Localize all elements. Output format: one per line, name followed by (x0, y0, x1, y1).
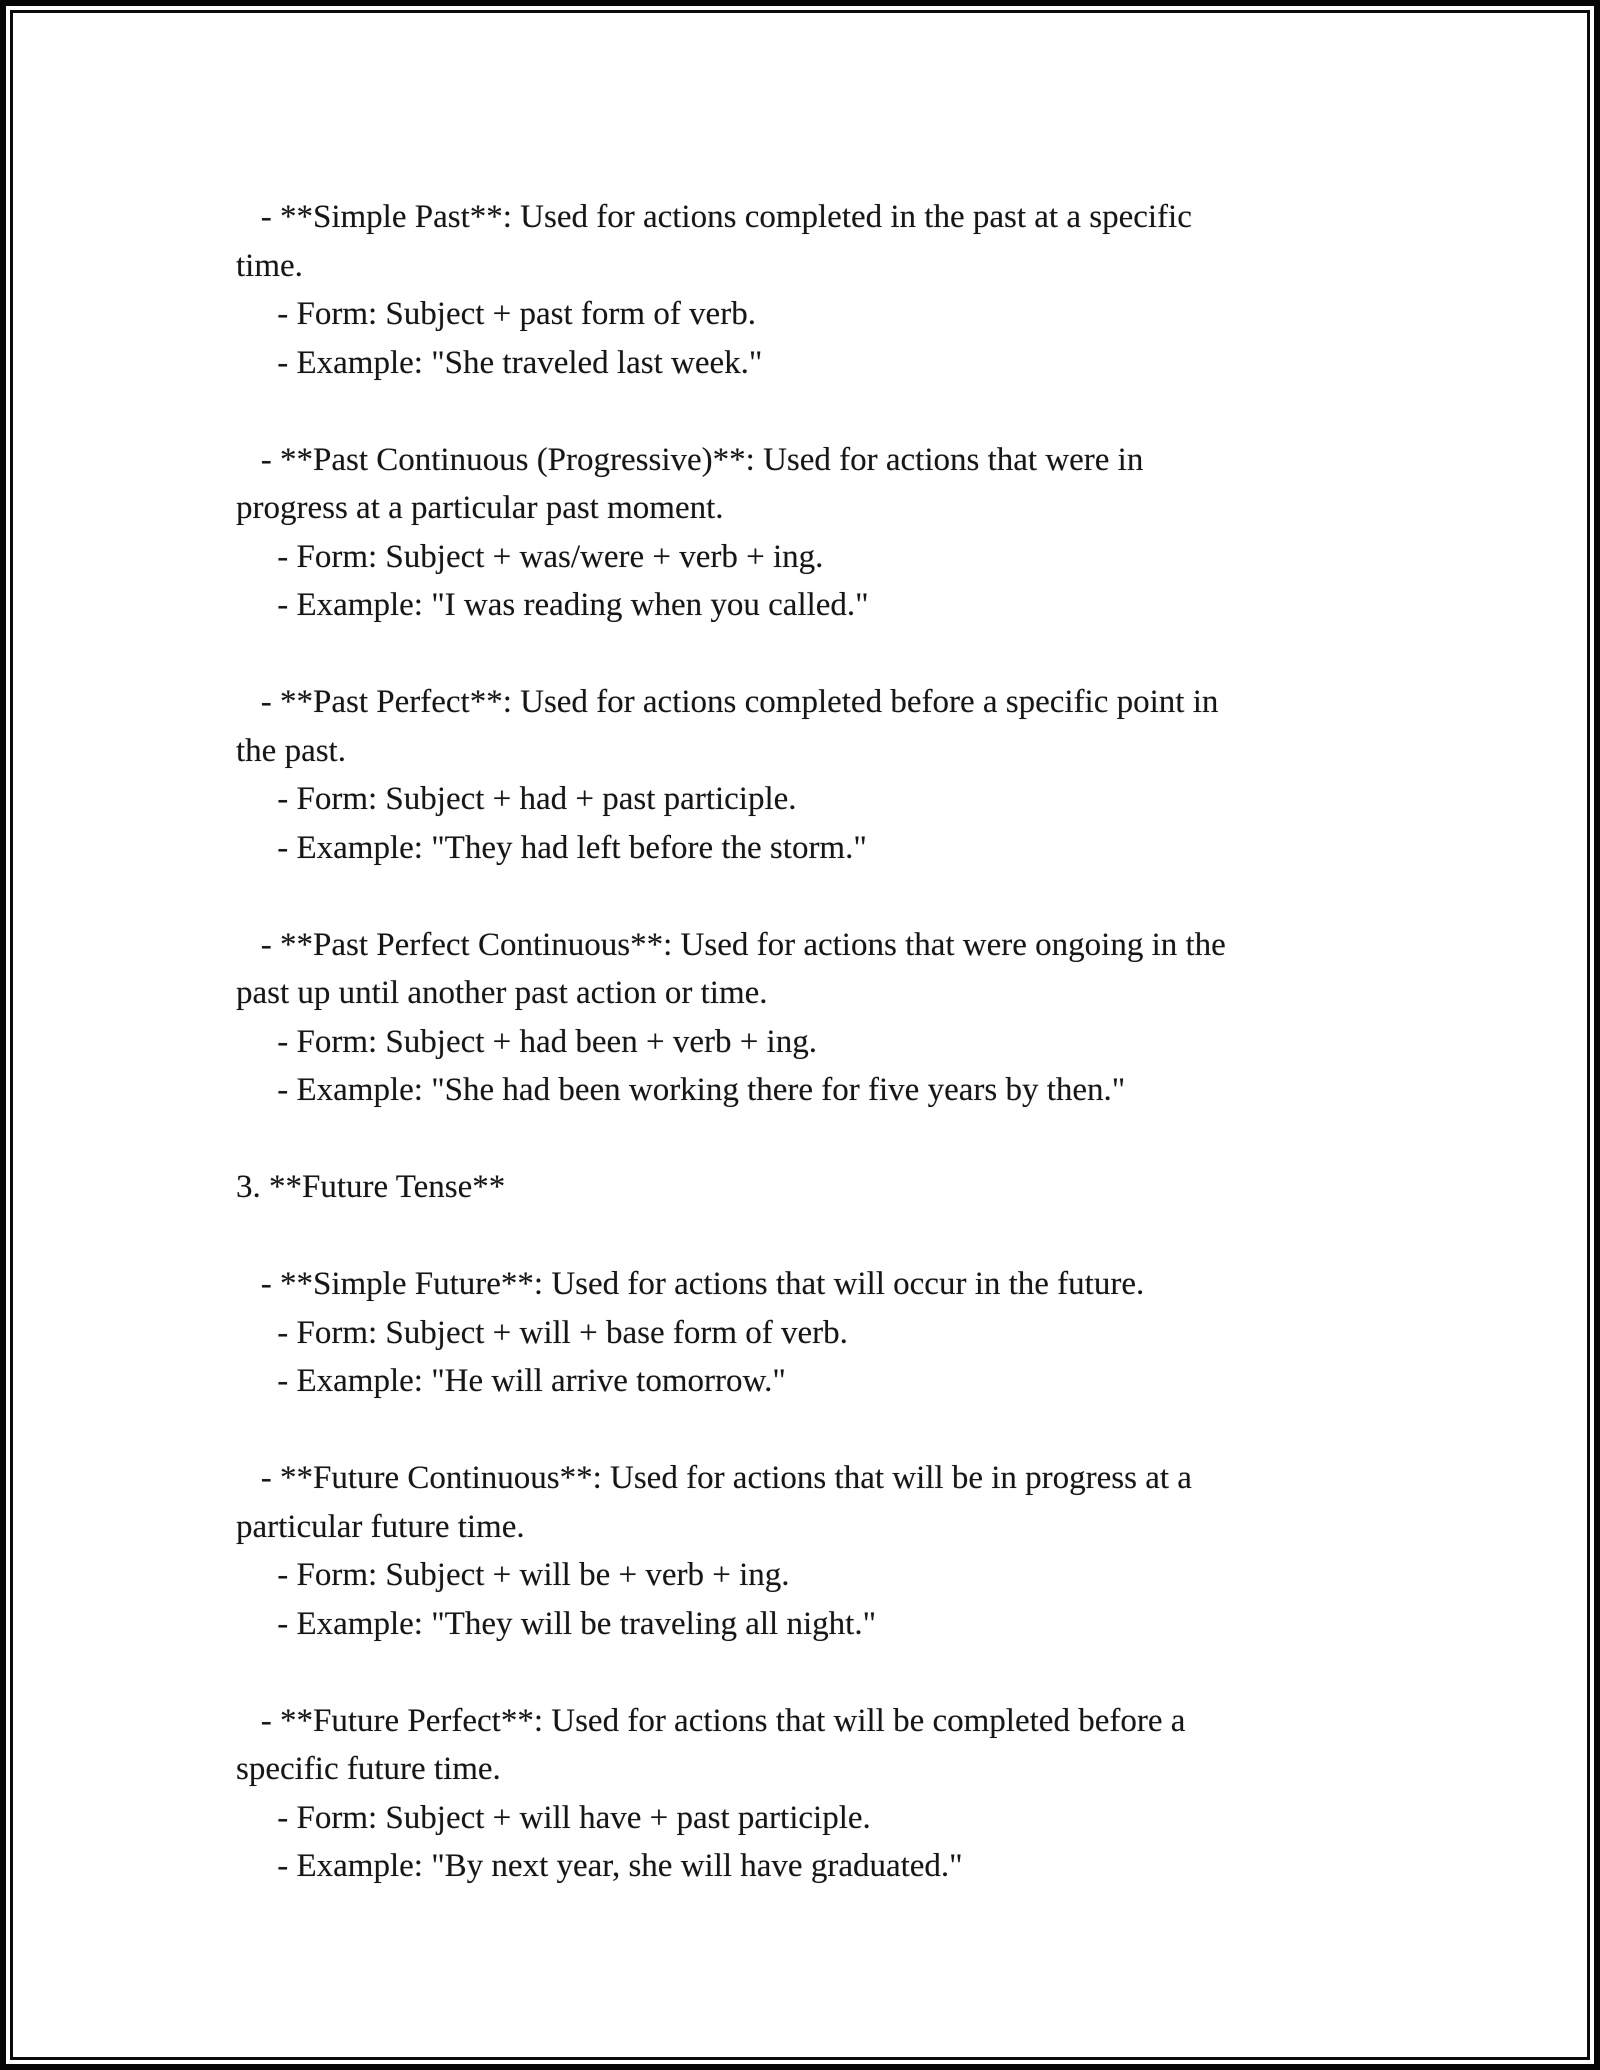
document-text (236, 193, 1566, 1891)
text-line (236, 387, 1566, 436)
text-line (236, 1406, 1566, 1455)
text-line: progress at a particular past moment. (236, 490, 724, 526)
text-line: particular future time. (236, 1508, 525, 1545)
text-line: 3. **Future Tense** (236, 1169, 506, 1205)
text-line: - Example: "By next year, she will have graduated." (236, 1848, 963, 1884)
text-line: - Example: "They will be traveling all night." (236, 1605, 877, 1642)
text-line: the past. (236, 732, 346, 769)
text-line: specific future time. (236, 1751, 501, 1787)
text-line: - **Future Continuous**: Used for actions that will be in progress at a (236, 1460, 1192, 1496)
text-line: - **Simple Past**: Used for actions completed in the past at a specific (236, 199, 1192, 235)
text-line: - **Past Perfect**: Used for actions completed before a specific point in (236, 684, 1219, 720)
text-line: - Form: Subject + had + past participle. (236, 781, 797, 817)
text-line: - Example: "He will arrive tomorrow." (236, 1363, 786, 1399)
text-line (236, 1212, 1566, 1261)
text-line: past up until another past action or time. (236, 975, 768, 1011)
text-line: - **Past Continuous (Progressive)**: Used for actions that were in (236, 441, 1144, 478)
text-line: - Example: "She had been working there for five years by then." (236, 1072, 1126, 1108)
text-line: - Example: "They had left before the storm." (236, 829, 867, 866)
text-line: - Example: "I was reading when you called." (236, 587, 869, 623)
text-line: - **Future Perfect**: Used for actions that will be completed before a (236, 1702, 1186, 1739)
text-line: - Example: "She traveled last week." (236, 344, 763, 381)
text-line: - Form: Subject + will have + past participle. (236, 1799, 871, 1836)
text-line: - **Simple Future**: Used for actions that will occur in the future. (236, 1266, 1145, 1302)
text-line (236, 1115, 1566, 1164)
text-line: - Form: Subject + had been + verb + ing. (236, 1023, 817, 1060)
text-line (236, 630, 1566, 679)
text-line: - Form: Subject + will be + verb + ing. (236, 1557, 790, 1593)
text-line: - Form: Subject + was/were + verb + ing. (236, 538, 824, 575)
text-line (236, 872, 1566, 921)
text-line: - Form: Subject + past form of verb. (236, 296, 756, 332)
text-line (236, 1648, 1566, 1697)
text-line: time. (236, 247, 303, 284)
text-line: - Form: Subject + will + base form of verb. (236, 1314, 848, 1351)
text-line: - **Past Perfect Continuous**: Used for actions that were ongoing in the (236, 926, 1226, 963)
